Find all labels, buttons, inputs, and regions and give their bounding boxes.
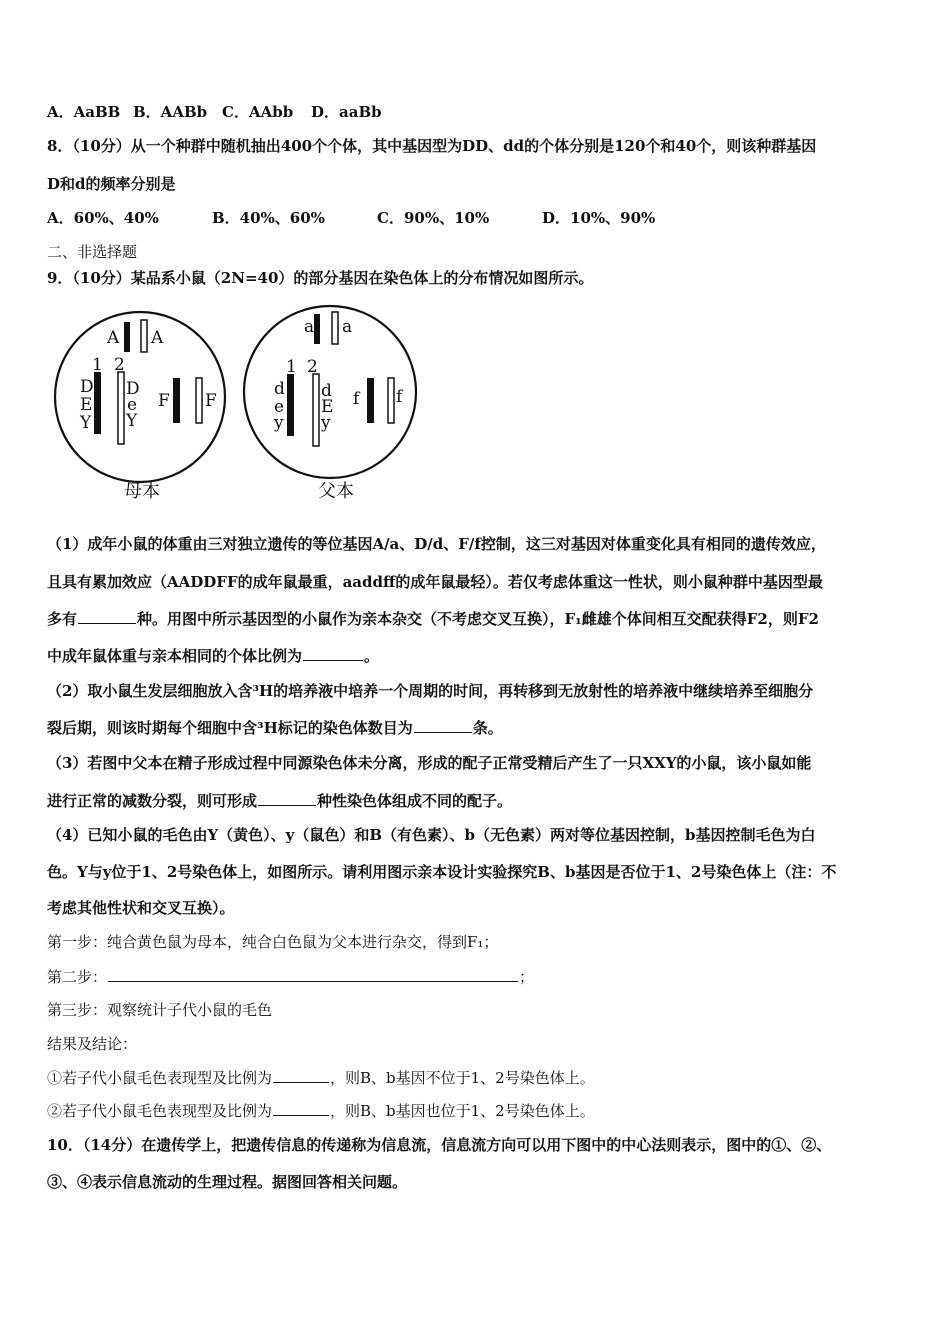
father-gene-label: f [396, 387, 403, 407]
q9-result2 [47, 1100, 595, 1121]
answer-blank[interactable] [414, 717, 472, 733]
q9-step2-label: 第二步： [47, 968, 108, 986]
mother-gene-label: E [80, 395, 93, 415]
father-gene-label: e [274, 397, 285, 417]
q9-result-text: ，则B、b基因不位于1、2号染色体上。 [330, 1069, 595, 1087]
mother-gene-label: F [205, 391, 217, 411]
q9-p1-line1: （1）成年小鼠的体重由三对独立遗传的等位基因A/a、D/d、F/f控制，这三对基因对体重变化具有相同的遗传效应， [47, 535, 826, 553]
mother-label: 母本 [124, 481, 160, 502]
q9-p2-text: 裂后期，则该时期每个细胞中含³H标记的染色体数目为 [47, 719, 413, 737]
q9-p2-text: 条。 [472, 719, 503, 737]
mother-gene-label: A [151, 328, 164, 348]
mother-gene-label: Y [126, 411, 138, 431]
q9-p1-text: 多有 [47, 610, 78, 628]
q9-stem: 9．（10分）某品系小鼠（2N=40）的部分基因在染色体上的分布情况如图所示。 [47, 269, 594, 287]
answer-blank[interactable] [273, 1100, 329, 1116]
father-chromosome-2 [313, 374, 319, 446]
q9-p4-line1: （4）已知小鼠的毛色由Y（黄色）、y（鼠色）和B（有色素）、b（无色素）两对等位基因控制，b基因控制毛色为白 [47, 826, 816, 844]
q9-result-text: ②若子代小鼠毛色表现型及比例为 [47, 1102, 273, 1120]
mother-gene-label: Y [80, 413, 92, 433]
q8-option-a: A．60%、40% [47, 209, 159, 227]
mother-gene-label: D [126, 379, 140, 399]
q9-step2-end: ； [519, 968, 535, 986]
mother-gene-label: F [158, 391, 170, 411]
section-title: 二、非选择题 [47, 243, 138, 261]
q9-p3-text: 进行正常的减数分裂，则可形成 [47, 792, 258, 810]
father-chromosome-a-light [332, 312, 338, 344]
mother-chromosome-f-dark [173, 378, 180, 423]
father-gene-label: d [274, 379, 285, 399]
father-chromosome-1 [287, 374, 294, 436]
q8-stem-line2: D和d的频率分别是 [47, 175, 176, 193]
mother-gene-label: e [127, 395, 138, 415]
q9-result-text: ，则B、b基因也位于1、2号染色体上。 [330, 1102, 595, 1120]
father-gene-label: d [321, 381, 332, 401]
father-chromosome-number: 2 [307, 357, 318, 377]
q9-result-title: 结果及结论： [47, 1035, 138, 1053]
father-chromosome-a-dark [314, 314, 320, 344]
mother-chromosome-number: 1 [92, 355, 103, 375]
father-chromosome-number: 1 [286, 357, 297, 377]
q9-p3-line1: （3）若图中父本在精子形成过程中同源染色体未分离，形成的配子正常受精后产生了一只XXY的小鼠，该小鼠如能 [47, 754, 812, 772]
q9-result1 [47, 1067, 595, 1088]
father-gene-label: a [342, 317, 353, 337]
q9-p1-text: 中成年鼠体重与亲本相同的个体比例为 [47, 647, 303, 665]
q8-option-d: D．10%、90% [542, 209, 656, 227]
mother-chromosome-a-light [141, 320, 147, 352]
mother-chromosome-number: 2 [114, 355, 125, 375]
father-chromosome-f-dark [367, 378, 374, 423]
q9-p1-text: 种。用图中所示基因型的小鼠作为亲本杂交（不考虑交叉互换），F₁雌雄个体间相互交配获得F2，则F2 [137, 610, 819, 628]
q9-p4-line3: 考虑其他性状和交叉互换）。 [47, 899, 235, 917]
answer-blank[interactable] [258, 790, 316, 806]
q7-option-b: B．AABb [133, 103, 208, 121]
q7-option-a: A．AaBB [47, 103, 121, 121]
father-chromosome-f-light [388, 378, 394, 423]
q7-option-d: D．aaBb [311, 103, 382, 121]
q9-p4-line2: 色。Y与y位于1、2号染色体上，如图所示。请利用图示亲本设计实验探究B、b基因是否位于1、2号染色体上（注：不 [47, 863, 837, 881]
q9-step3: 第三步：观察统计子代小鼠的毛色 [47, 1001, 273, 1019]
q9-step1: 第一步：纯合黄色鼠为母本，纯合白色鼠为父本进行杂交，得到F₁； [47, 933, 499, 951]
mother-chromosome-2 [118, 372, 124, 444]
mother-gene-label: A [107, 328, 120, 348]
answer-blank[interactable] [303, 645, 363, 661]
q7-option-c: C．AAbb [222, 103, 294, 121]
q9-p1-line3 [47, 608, 819, 629]
q9-p3-line2 [47, 790, 512, 811]
q9-p2-line1: （2）取小鼠生发层细胞放入含³H的培养液中培养一个周期的时间，再转移到无放射性的培养液中继续培养至细胞分 [47, 682, 814, 700]
q8-option-b: B．40%、60% [212, 209, 325, 227]
father-gene-label: E [321, 397, 334, 417]
q9-step2 [47, 966, 534, 987]
q9-p2-line2 [47, 717, 503, 738]
mother-chromosome-1 [94, 372, 101, 434]
mother-chromosome-f-light [196, 378, 202, 423]
q9-p1-line2: 且具有累加效应（AADDFF的成年鼠最重，aaddff的成年鼠最轻）。若仅考虑体重这一性状，则小鼠种群中基因型最 [47, 573, 823, 591]
q9-p3-text: 种性染色体组成不同的配子。 [317, 792, 513, 810]
chromosome-figure [50, 300, 420, 505]
answer-blank[interactable] [273, 1067, 329, 1083]
q9-p1-text: 。 [364, 647, 380, 665]
q9-result-text: ①若子代小鼠毛色表现型及比例为 [47, 1069, 273, 1087]
father-gene-label: f [353, 389, 360, 409]
q10-stem-line1: 10．（14分）在遗传学上，把遗传信息的传递称为信息流，信息流方向可以用下图中的中心法则表示，图中的①、②、 [47, 1136, 832, 1154]
mother-gene-label: D [80, 377, 94, 397]
q9-p1-line4 [47, 645, 379, 666]
mother-chromosome-a-dark [124, 322, 130, 352]
answer-blank[interactable] [108, 966, 518, 982]
q8-option-c: C．90%、10% [377, 209, 490, 227]
father-gene-label: y [321, 413, 331, 433]
q10-stem-line2: ③、④表示信息流动的生理过程。据图回答相关问题。 [47, 1173, 408, 1191]
father-label: 父本 [318, 481, 354, 502]
father-gene-label: a [304, 317, 315, 337]
answer-blank[interactable] [78, 608, 136, 624]
q8-stem-line1: 8．（10分）从一个种群中随机抽出400个个体，其中基因型为DD、dd的个体分别是120个和40个，则该种群基因 [47, 137, 817, 155]
father-gene-label: y [274, 413, 284, 433]
